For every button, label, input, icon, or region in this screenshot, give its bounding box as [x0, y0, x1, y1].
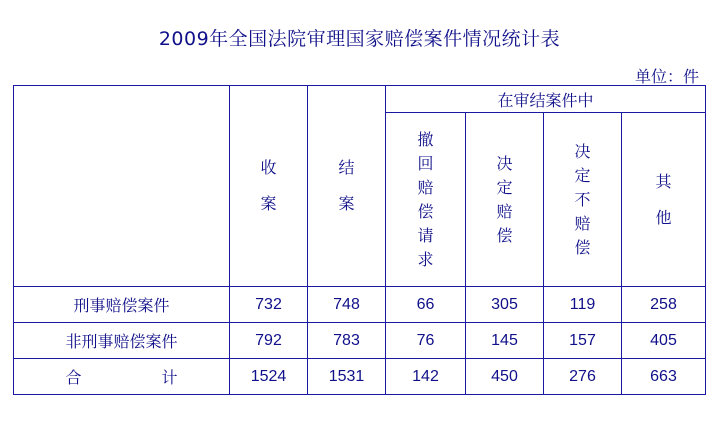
- total-row: [14, 359, 706, 395]
- cell-value: 66: [386, 287, 466, 323]
- total-value: 142: [386, 359, 466, 395]
- cell-value: 783: [308, 323, 386, 359]
- header-sub-0: 撤 回 赔 偿 请 求: [417, 129, 434, 269]
- row-label: 非刑事赔偿案件: [14, 323, 230, 359]
- total-label: [14, 359, 230, 395]
- header-compensate: [466, 113, 544, 287]
- header-received: [230, 86, 308, 287]
- cell-value: 258: [622, 287, 706, 323]
- header-closed: [308, 86, 386, 287]
- total-label-b: 计: [161, 368, 178, 387]
- header-sub-3: 其 他: [655, 171, 672, 227]
- cell-value: 157: [544, 323, 622, 359]
- table-title: 2009年全国法院审理国家赔偿案件情况统计表: [158, 28, 561, 50]
- header-closed-text: 结 案: [338, 158, 355, 213]
- cell-value: 145: [466, 323, 544, 359]
- unit-label: 单位：件: [634, 67, 699, 86]
- header-withdrawn: [386, 113, 466, 287]
- header-received-text: 收 案: [260, 158, 277, 213]
- table-row: [14, 287, 706, 323]
- cell-value: 405: [622, 323, 706, 359]
- total-value: 1524: [230, 359, 308, 395]
- header-group: 在审结案件中: [386, 86, 706, 113]
- total-value: 450: [466, 359, 544, 395]
- cell-value: 732: [230, 287, 308, 323]
- total-label-a: 合: [65, 368, 82, 387]
- cell-value: 748: [308, 287, 386, 323]
- header-no-compensate: [544, 113, 622, 287]
- cell-value: 119: [544, 287, 622, 323]
- cell-value: 792: [230, 323, 308, 359]
- header-sub-1: 决 定 赔 偿: [496, 153, 513, 245]
- header-other: [622, 113, 706, 287]
- table-row: [14, 323, 706, 359]
- cell-value: 305: [466, 287, 544, 323]
- total-value: 276: [544, 359, 622, 395]
- statistics-table: [13, 85, 706, 395]
- corner-cell: [14, 86, 230, 287]
- header-sub-2: 决 定 不 赔 偿: [574, 141, 591, 257]
- row-label: 刑事赔偿案件: [14, 287, 230, 323]
- total-value: 663: [622, 359, 706, 395]
- cell-value: 76: [386, 323, 466, 359]
- total-value: 1531: [308, 359, 386, 395]
